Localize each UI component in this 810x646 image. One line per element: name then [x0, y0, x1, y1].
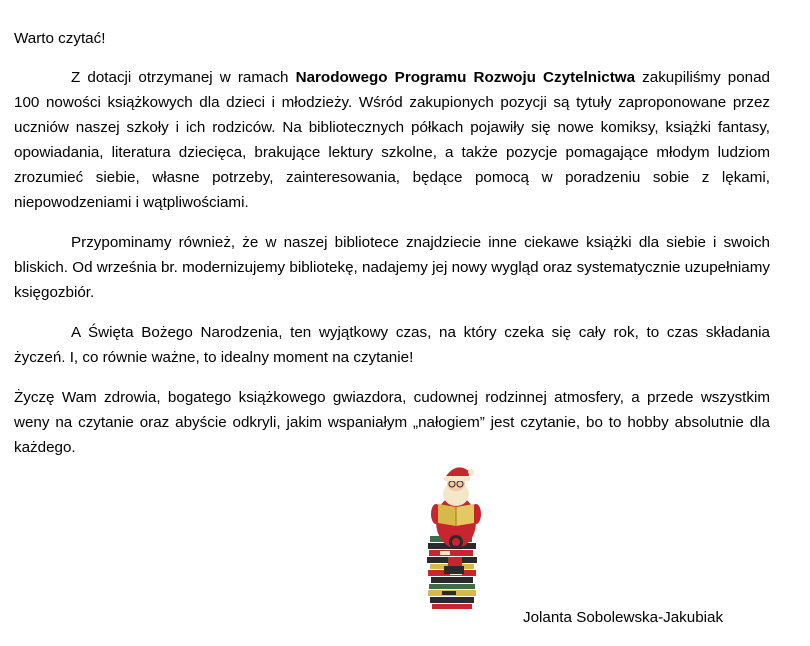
- paragraph-donation: [14, 65, 770, 215]
- paragraph-christmas: A Święta Bożego Narodzenia, ten wyjątkowy czas, na który czeka się cały rok, to czas składania życzeń. I, co równie ważne, to idealny moment na czytanie!: [14, 324, 770, 366]
- paragraph-wishes: Życzę Wam zdrowia, bogatego książkowego gwiazdora, cudownej rodzinnej atmosfery, a przede wszystkim weny na czytanie oraz abyście odkryli, jakim wspaniałym „nałogiem” jest czytanie, bo to hobby absolutnie dla każdego.: [14, 389, 770, 456]
- paragraph-donation-body: zakupiliśmy ponad 100 nowości książkowych dla dzieci i młodzieży. Wśród zakupionych pozycji są tytuły zaproponowane przez uczniów naszej szkoły i ich rodziców. Na bibliotecznych półkach pojawiły się nowe komiksy, książki fantasy, opowiadania, literatura dziecięca, brakujące lektury szkolne, a także pozycje pomagające młodym ludziom zrozumieć siebie, własne potrzeby, zainteresowania, będące pomocą w poradzeniu sobie z lękami, niepowodzeniami i wątpliwościami.: [14, 69, 770, 211]
- program-name: Narodowego Programu Rozwoju Czytelnictwa: [295, 69, 636, 86]
- paragraph-donation-intro: Z dotacji otrzymanej w ramach: [71, 69, 296, 86]
- greeting-line: Warto czytać!: [14, 30, 106, 47]
- document-body: [14, 26, 770, 460]
- santa-reading-on-books-icon: [420, 462, 488, 610]
- signature: Jolanta Sobolewska-Jakubiak: [523, 609, 724, 626]
- paragraph-library: Przypominamy również, że w naszej bibliotece znajdziecie inne ciekawe książki dla siebie i swoich bliskich. Od września br. modernizujemy bibliotekę, nadajemy jej nowy wygląd oraz systematycznie uzupełniamy księgozbiór.: [14, 234, 770, 301]
